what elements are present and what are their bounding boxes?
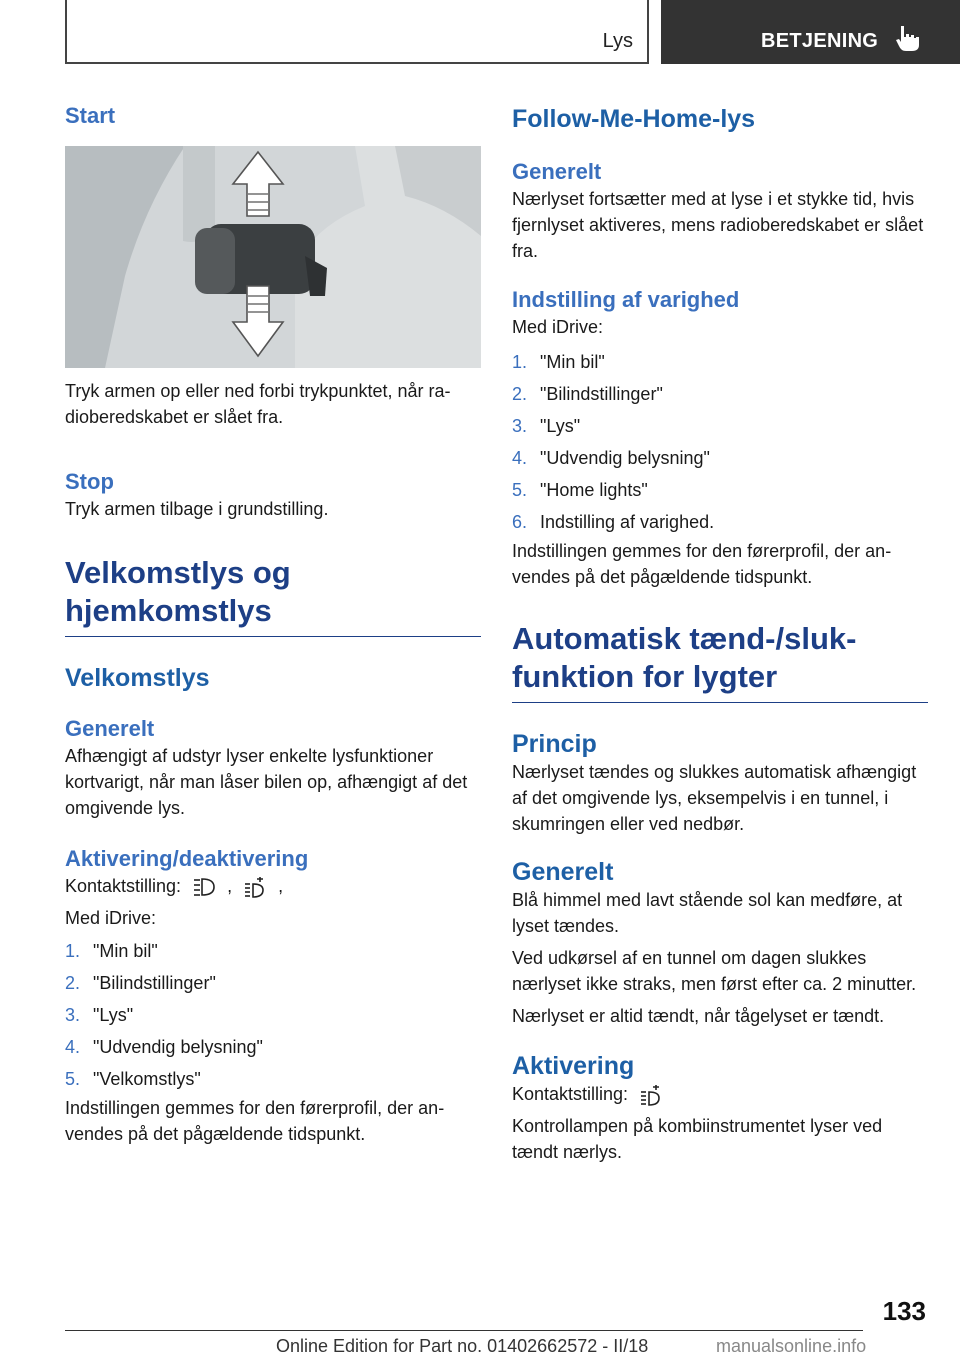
- list-number: 4.: [512, 448, 528, 468]
- kontakt-separator-2: ,: [278, 876, 284, 896]
- start-heading: Start: [65, 103, 116, 128]
- footer-watermark: manualsonline.info: [716, 1336, 867, 1356]
- kontakt-label: Kontaktstilling:: [65, 876, 182, 896]
- start-caption: Tryk armen op eller ned forbi trykpunktet, når radioberedskabet er slået fra.: [65, 381, 451, 427]
- list-number: 1.: [512, 352, 528, 372]
- lever-illustration: [65, 146, 481, 368]
- generelt2-text-1: Blå himmel med lavt stående sol kan medføre, at lyset tændes.: [512, 890, 903, 936]
- generelt2-text-2: Ved udkørsel af en tunnel om dagen slukkes nærlyset ikke straks, men først efter ca. 2 minutter.: [512, 948, 917, 994]
- footer-divider: [65, 1330, 863, 1331]
- idrive-label: Med iDrive:: [65, 908, 157, 928]
- varighed-heading: Indstilling af varighed: [512, 287, 740, 312]
- list-number: 4.: [65, 1037, 81, 1057]
- right-idrive-label: Med iDrive:: [512, 317, 604, 337]
- generelt2-heading: Generelt: [512, 858, 614, 886]
- list-item: [65, 1063, 481, 1095]
- list-number: 3.: [65, 1005, 81, 1025]
- list-text: "Lys": [93, 1005, 134, 1025]
- aktivering-heading: Aktivering: [512, 1052, 635, 1080]
- list-text: "Udvendig belysning": [540, 448, 710, 468]
- list-item: [512, 506, 928, 538]
- list-text: "Min bil": [540, 352, 605, 372]
- kontakt-line: [65, 873, 481, 899]
- list-number: 5.: [65, 1069, 81, 1089]
- generelt-heading: Generelt: [65, 716, 155, 741]
- list-item: [65, 935, 481, 967]
- list-item: [512, 410, 928, 442]
- list-number: 2.: [512, 384, 528, 404]
- right-kontakt-line: [512, 1081, 928, 1107]
- section-heading-automatisk: Automatisk tænd-/slukfunktion for lygter: [512, 620, 928, 703]
- section-heading-velkomstlys-hjemkomstlys: Velkomstlys og hjemkomstlys: [65, 554, 481, 637]
- pointing-hand-icon: [893, 24, 921, 52]
- princip-text: Nærlyset tændes og slukkes automatisk afhængigt af det omgivende lys, eksempelvis i en tunnel, i skumringen eller ved nedbør.: [512, 762, 917, 834]
- generelt2-text-3: Nærlyset er altid tændt, når tågelyset er tændt.: [512, 1006, 885, 1026]
- list-text: "Min bil": [93, 941, 158, 961]
- list-text: "Bilindstillinger": [540, 384, 663, 404]
- list-text: Indstilling af varighed.: [540, 512, 715, 532]
- stop-heading: Stop: [65, 469, 114, 494]
- list-number: 5.: [512, 480, 528, 500]
- stop-text: Tryk armen tilbage i grundstilling.: [65, 499, 329, 519]
- left-steps-list: [65, 935, 481, 1095]
- header-chapter-box: [661, 0, 960, 64]
- header-section-title: Lys: [602, 30, 633, 52]
- velkomstlys-heading: Velkomstlys: [65, 664, 210, 692]
- ignition-position-on-icon: [639, 1084, 663, 1106]
- list-number: 6.: [512, 512, 528, 532]
- list-number: 3.: [512, 416, 528, 436]
- list-item: [512, 346, 928, 378]
- kontrol-text: Kontrollampen på kombiinstrumentet lyser ved tændt nærlys.: [512, 1116, 883, 1162]
- header-section-box: [65, 0, 649, 64]
- list-text: "Lys": [540, 416, 581, 436]
- list-item: [512, 474, 928, 506]
- fmh-generelt-text: Nærlyset fortsætter med at lyse i et stykke tid, hvis fjernlyset aktiveres, mens radioberedskabet er slået fra.: [512, 189, 924, 261]
- list-number: 1.: [65, 941, 81, 961]
- list-item: [65, 1031, 481, 1063]
- right-saved-text: Indstillingen gemmes for den førerprofil, der anvendes på det pågældende tidspunkt.: [512, 541, 892, 587]
- right-kontakt-label: Kontaktstilling:: [512, 1084, 629, 1104]
- princip-heading: Princip: [512, 730, 597, 758]
- aktivering-deaktivering-heading: Aktivering/deaktivering: [65, 846, 309, 871]
- list-text: "Home lights": [540, 480, 648, 500]
- lever-illustration-graphic: [65, 146, 481, 368]
- kontakt-separator-1: ,: [227, 876, 233, 896]
- list-text: "Udvendig belysning": [93, 1037, 263, 1057]
- list-item: [65, 999, 481, 1031]
- ignition-position-on-icon: [243, 876, 267, 898]
- left-column: [65, 96, 481, 1147]
- list-item: [65, 967, 481, 999]
- footer-edition: Online Edition for Part no. 01402662572 - II/18: [276, 1336, 649, 1356]
- list-text: "Bilindstillinger": [93, 973, 216, 993]
- ignition-position-radio-icon: [192, 876, 216, 898]
- generelt-text: Afhængigt af udstyr lyser enkelte lysfunktioner kortvarigt, når man låser bilen op, afhængigt af det omgivende lys.: [65, 746, 468, 818]
- fmh-generelt-heading: Generelt: [512, 159, 602, 184]
- page-number: 133: [882, 1296, 926, 1326]
- list-text: "Velkomstlys": [93, 1069, 201, 1089]
- right-column: [512, 96, 928, 1165]
- right-steps-list: [512, 346, 928, 538]
- left-saved-text: Indstillingen gemmes for den førerprofil, der anvendes på det pågældende tidspunkt.: [65, 1098, 445, 1144]
- list-number: 2.: [65, 973, 81, 993]
- list-item: [512, 442, 928, 474]
- follow-me-home-heading: Follow-Me-Home-lys: [512, 105, 756, 133]
- list-item: [512, 378, 928, 410]
- header-chapter-title: BETJENING: [761, 30, 879, 52]
